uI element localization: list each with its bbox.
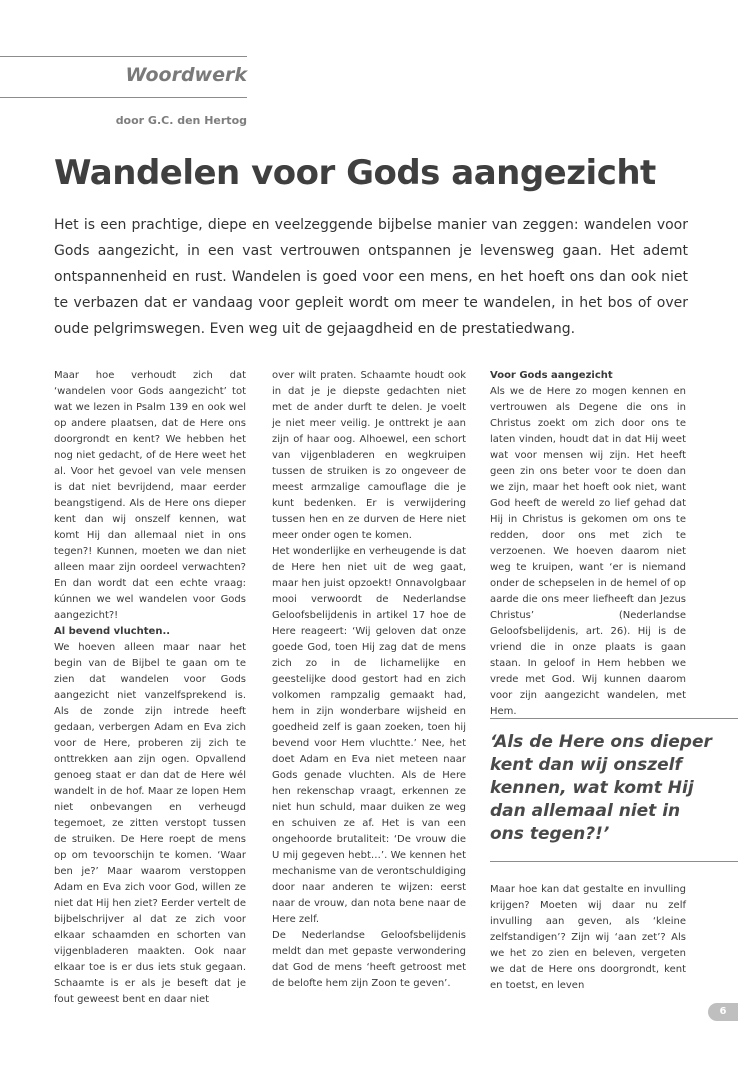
column-2-paragraph-3: De Nederlandse Geloofsbelijdenis meldt dan met gepaste verwondering dat God de mens ‘heeft getroost met de belofte hem zijn Zoon te geven’.	[272, 930, 466, 989]
author-byline: door G.C. den Hertog	[115, 114, 247, 127]
column-3-continued	[490, 882, 686, 994]
column-3-paragraph-1: Als we de Here zo mogen kennen en vertrouwen als Degene die ons in Christus zoekt om zich door ons te laten vinden, houdt dat in dat Hij weet wat voor mensen wij zijn. Het heeft geen zin ons beter voor te doen dan we zijn, maar het hoeft ook niet, want God heeft de wereld zo lief gehad dat Hij in Christus is gekomen om ons te redden, door ons met zich te verzoenen. We hoeven daarom niet weg te kruipen, want ‘er is niemand onder de schepselen in de hemel of op aarde die ons meer liefheeft dan Jezus Christus’ (Nederlandse Geloofsbelijdenis, art. 26). Hij is de vriend die in onze plaats is gaan staan. In geloof in Hem hebben we vrede met God. Wij kunnen daarom voor zijn aangezicht wandelen, met Hem.	[490, 386, 686, 717]
header-top-rule	[0, 56, 247, 57]
subheading-vluchten: Al bevend vluchten..	[54, 626, 171, 637]
column-2-paragraph-2: Het wonderlijke en verheugende is dat de Here hen niet uit de weg gaat, maar hen juist opzoekt! Onnavolgbaar mooi verwoordt de Nederlandse Geloofsbelijdenis in artikel 17 hoe de Here reageert: ‘Wij geloven dat onze goede God, toen Hij zag dat de mens zich zo in de lichamelijke en geestelijke dood gestort had en zich volkomen rampzalig gemaakt had, hem in zijn wonderbare wijsheid en goedheid zelf is gaan zoeken, toen hij bevend voor Hem vluchtte.’ Nee, het doet Adam en Eva niet meteen naar Gods genade vluchten. Als de Here hen rekenschap vraagt, erkennen ze niet hun schuld, maar duiken ze weg en schuiven ze af. Het is van een ongehoorde brutaliteit: ‘De vrouw die U mij gegeven hebt…’. We kennen het mechanisme van de verontschuldiging door naar anderen te wijzen: eerst naar de vrouw, dan nota bene naar de Here zelf.	[272, 546, 466, 925]
pullquote-bottom-rule	[490, 861, 738, 862]
subheading-aangezicht: Voor Gods aangezicht	[490, 370, 613, 381]
column-2	[272, 368, 466, 992]
column-3	[490, 368, 686, 720]
pullquote-top-rule	[490, 718, 738, 719]
page-number: 6	[708, 1003, 738, 1021]
pull-quote: ‘Als de Here ons dieper kent dan wij onszelf kennen, wat komt Hij dan allemaal niet in ons tegen?!’	[490, 732, 712, 844]
header-bottom-rule	[0, 97, 247, 98]
article-intro: Het is een prachtige, diepe en veelzeggende bijbelse manier van zeggen: wandelen voor Gods aangezicht, in een vast vertrouwen ontspannen je levensweg gaan. Het ademt ontspannenheid en rust. Wandelen is goed voor een mens, en het hoeft ons dan ook niet te verbazen dat er vandaag voor gepleit wordt om meer te wandelen, in het bos of over oude pelgrimswegen. Even weg uit de gejaagdheid en de prestatiedwang.	[54, 217, 688, 337]
column-1-paragraph-2: We hoeven alleen maar naar het begin van de Bijbel te gaan om te zien dat wandelen voor Gods aangezicht niet vanzelfsprekend is. Als de zonde zijn intrede heeft gedaan, verbergen Adam en Eva zich voor de Here, proberen zij zich te onttrekken aan zijn ogen. Opvallend genoeg staat er dan dat de Here wél wandelt in de hof. Maar ze lopen Hem niet onbevangen en verheugd tegemoet, ze zitten verstopt tussen de struiken. De Here roept de mens op om tevoorschijn te komen. ‘Waar ben je?’ Maar waarom verstoppen Adam en Eva zich voor God, willen ze niet dat Hij hen ziet? Eerder vertelt de bijbelschrijver al dat ze zich voor elkaar schaamden en schorten van vijgenbladeren maakten. Ook naar elkaar toe is er dus iets stuk gegaan. Schaamte is er als je beseft dat je fout geweest bent en daar niet	[54, 642, 246, 1005]
article-title: Wandelen voor Gods aangezicht	[54, 153, 656, 193]
column-1	[54, 368, 246, 1008]
column-3-paragraph-2: Maar hoe kan dat gestalte en invulling krijgen? Moeten wij daar nu zelf invulling aan geven, als ‘kleine zelfstandigen’? Zijn wij ‘aan zet’? Als we het zo zien en beleven, vergeten we dat de Here ons doorgrondt, kent en toetst, en leven	[490, 884, 686, 991]
column-2-paragraph-1: over wilt praten. Schaamte houdt ook in dat je je diepste gedachten niet met de ander durft te delen. Je voelt je niet meer veilig. Je onttrekt je aan zijn of haar oog. Alhoewel, een schort van vijgenbladeren en wegkruipen tussen de struiken is zo ongeveer de meest armzalige camouflage die je kunt bedenken. Er is verwijdering tussen hen en ze durven de Here niet meer onder ogen te komen.	[272, 370, 466, 541]
section-title: Woordwerk	[125, 64, 247, 86]
column-1-paragraph-1: Maar hoe verhoudt zich dat ‘wandelen voor Gods aangezicht’ tot wat we lezen in Psalm 139 en ook wel op andere plaatsen, dat de Here ons doorgrondt en kent? We hebben het nog niet gedacht, of de Here weet het al. Voor het gevoel van vele mensen is dat niet bevrijdend, maar eerder beangstigend. Als de Here ons dieper kent dan wij onszelf kennen, wat komt Hij dan allemaal niet in ons tegen?! Kunnen, moeten we dan niet alleen maar zijn oordeel verwachten? En dan wordt dat een echte vraag: kúnnen we wel wandelen voor Gods aangezicht?!	[54, 370, 246, 621]
